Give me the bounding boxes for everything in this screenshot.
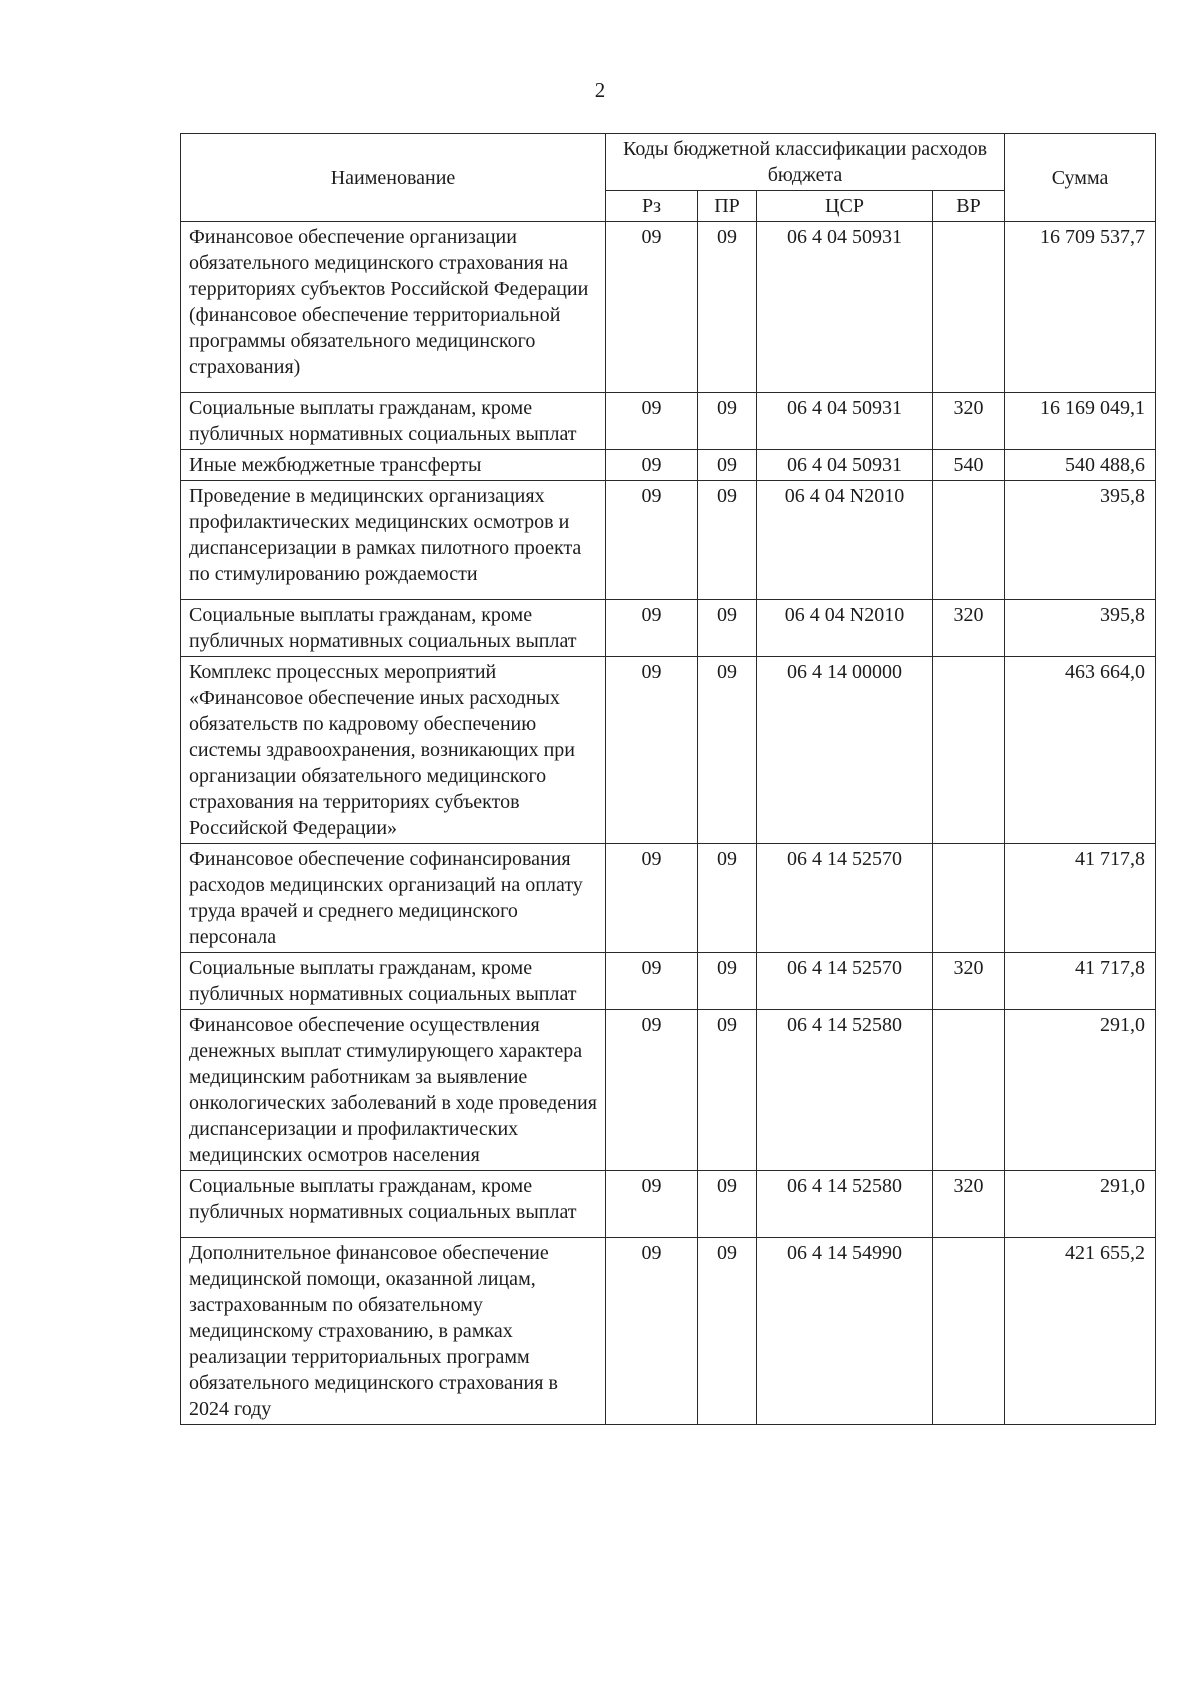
row-vr: 320	[933, 393, 1005, 450]
row-pr: 09	[698, 1010, 757, 1171]
header-rz: Рз	[606, 191, 698, 222]
header-sum: Сумма	[1005, 134, 1156, 222]
row-sum: 540 488,6	[1005, 450, 1156, 481]
row-name: Проведение в медицинских организациях профилактических медицинских осмотров и диспансеризации в рамках пилотного проекта по стимулированию рождаемости	[181, 481, 606, 600]
row-rz: 09	[606, 481, 698, 600]
row-csr: 06 4 14 52580	[757, 1171, 933, 1238]
row-vr: 320	[933, 600, 1005, 657]
row-rz: 09	[606, 600, 698, 657]
header-name: Наименование	[181, 134, 606, 222]
row-name: Финансовое обеспечение организации обязательного медицинского страхования на территориях субъектов Российской Федерации (финансовое обеспечение территориальной программы обязательного медицинского страхования)	[181, 222, 606, 393]
row-name: Финансовое обеспечение осуществления денежных выплат стимулирующего характера медицинским работникам за выявление онкологических заболеваний в ходе проведения диспансеризации и профилактических медицинских осмотров населения	[181, 1010, 606, 1171]
row-name: Социальные выплаты гражданам, кроме публичных нормативных социальных выплат	[181, 953, 606, 1010]
table-row	[181, 450, 1156, 481]
row-sum: 421 655,2	[1005, 1238, 1156, 1425]
row-sum: 41 717,8	[1005, 953, 1156, 1010]
row-rz: 09	[606, 1010, 698, 1171]
row-sum: 16 169 049,1	[1005, 393, 1156, 450]
table-row	[181, 481, 1156, 600]
row-csr: 06 4 14 52570	[757, 844, 933, 953]
row-vr	[933, 1238, 1005, 1425]
table-row	[181, 393, 1156, 450]
header-codes-group: Коды бюджетной классификации расходов бюджета	[606, 134, 1005, 191]
row-name: Иные межбюджетные трансферты	[181, 450, 606, 481]
row-csr: 06 4 04 N2010	[757, 600, 933, 657]
row-pr: 09	[698, 481, 757, 600]
row-vr	[933, 222, 1005, 393]
row-sum: 16 709 537,7	[1005, 222, 1156, 393]
table-header	[181, 134, 1156, 222]
row-vr	[933, 1010, 1005, 1171]
row-sum: 291,0	[1005, 1010, 1156, 1171]
row-csr: 06 4 14 54990	[757, 1238, 933, 1425]
row-name: Социальные выплаты гражданам, кроме публичных нормативных социальных выплат	[181, 1171, 606, 1238]
table-row	[181, 657, 1156, 844]
table-row	[181, 1238, 1156, 1425]
row-rz: 09	[606, 222, 698, 393]
row-name: Финансовое обеспечение софинансирования расходов медицинских организаций на оплату труда врачей и среднего медицинского персонала	[181, 844, 606, 953]
row-csr: 06 4 14 52570	[757, 953, 933, 1010]
row-csr: 06 4 04 50931	[757, 393, 933, 450]
row-vr: 320	[933, 1171, 1005, 1238]
table-row	[181, 844, 1156, 953]
row-pr: 09	[698, 450, 757, 481]
table-row	[181, 222, 1156, 393]
row-pr: 09	[698, 393, 757, 450]
row-sum: 463 664,0	[1005, 657, 1156, 844]
row-pr: 09	[698, 222, 757, 393]
row-csr: 06 4 04 N2010	[757, 481, 933, 600]
row-name: Комплекс процессных мероприятий «Финансовое обеспечение иных расходных обязательств по кадровому обеспечению системы здравоохранения, возникающих при организации обязательного медицинского страхования на территориях субъектов Российской Федерации»	[181, 657, 606, 844]
row-rz: 09	[606, 657, 698, 844]
row-pr: 09	[698, 953, 757, 1010]
row-pr: 09	[698, 657, 757, 844]
row-rz: 09	[606, 1238, 698, 1425]
row-vr: 540	[933, 450, 1005, 481]
table-row	[181, 1010, 1156, 1171]
header-pr: ПР	[698, 191, 757, 222]
row-vr	[933, 657, 1005, 844]
row-sum: 41 717,8	[1005, 844, 1156, 953]
row-rz: 09	[606, 393, 698, 450]
row-csr: 06 4 04 50931	[757, 222, 933, 393]
row-vr	[933, 844, 1005, 953]
row-name: Социальные выплаты гражданам, кроме публичных нормативных социальных выплат	[181, 600, 606, 657]
row-csr: 06 4 14 00000	[757, 657, 933, 844]
row-sum: 291,0	[1005, 1171, 1156, 1238]
table-body	[181, 222, 1156, 1425]
row-pr: 09	[698, 600, 757, 657]
row-rz: 09	[606, 844, 698, 953]
header-csr: ЦСР	[757, 191, 933, 222]
row-pr: 09	[698, 1171, 757, 1238]
row-vr: 320	[933, 953, 1005, 1010]
row-csr: 06 4 04 50931	[757, 450, 933, 481]
row-pr: 09	[698, 844, 757, 953]
table-row	[181, 953, 1156, 1010]
row-name: Дополнительное финансовое обеспечение медицинской помощи, оказанной лицам, застрахованным по обязательному медицинскому страхованию, в рамках реализации территориальных программ обязательного медицинского страхования в 2024 году	[181, 1238, 606, 1425]
row-sum: 395,8	[1005, 481, 1156, 600]
row-name: Социальные выплаты гражданам, кроме публичных нормативных социальных выплат	[181, 393, 606, 450]
row-rz: 09	[606, 1171, 698, 1238]
row-pr: 09	[698, 1238, 757, 1425]
budget-table	[180, 133, 1156, 1425]
table-row	[181, 1171, 1156, 1238]
row-vr	[933, 481, 1005, 600]
row-rz: 09	[606, 953, 698, 1010]
row-sum: 395,8	[1005, 600, 1156, 657]
table-row	[181, 600, 1156, 657]
row-csr: 06 4 14 52580	[757, 1010, 933, 1171]
header-vr: ВР	[933, 191, 1005, 222]
row-rz: 09	[606, 450, 698, 481]
page-number: 2	[594, 78, 606, 102]
